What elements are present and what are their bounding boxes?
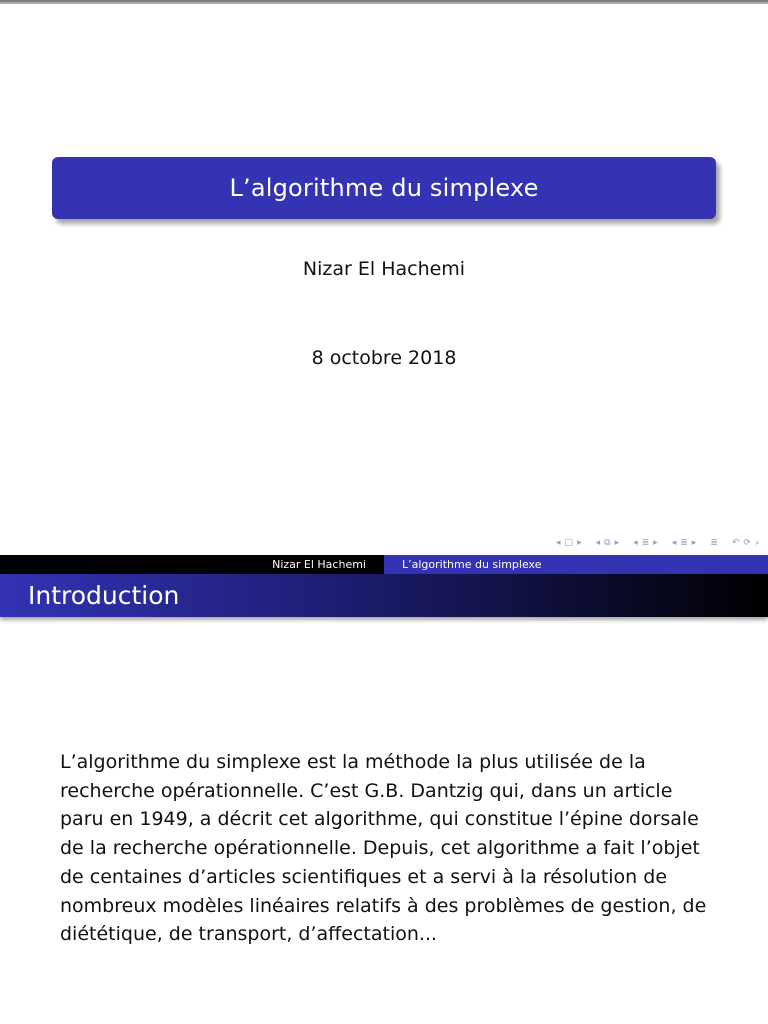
footline-author: Nizar El Hachemi: [272, 558, 366, 571]
introduction-paragraph: [60, 748, 720, 949]
paragraph-line: paru en 1949, a décrit cet algorithme, qui constitue l’épine dorsale: [60, 808, 699, 831]
nav-prev-frame-icon[interactable]: ◂: [595, 538, 601, 548]
paragraph-line: de la recherche opérationnelle. Depuis, cet algorithme a fait l’objet: [60, 837, 700, 860]
top-rule: [0, 0, 768, 4]
footline-author-box: [0, 555, 384, 574]
nav-prev-icon[interactable]: ◂: [556, 538, 561, 548]
frame-title: Introduction: [28, 581, 180, 610]
presentation-date: 8 octobre 2018: [311, 347, 457, 369]
nav-subsection-icon[interactable]: ≣: [641, 538, 650, 548]
title-box: [52, 157, 716, 219]
paragraph-line: diététique, de transport, d’affectation...: [60, 923, 438, 946]
nav-prev-subsection-icon[interactable]: ◂: [633, 538, 638, 548]
nav-slide-icon[interactable]: □: [564, 538, 574, 548]
footline: [0, 555, 768, 574]
frame-title-bar: [0, 574, 768, 617]
nav-prev-section-icon[interactable]: ◂: [671, 538, 677, 548]
presentation-title: L’algorithme du simplexe: [229, 174, 539, 202]
paragraph-line: recherche opérationnelle. C’est G.B. Dantzig qui, dans un article: [60, 779, 673, 802]
paragraph-line: nombreux modèles linéaires relatifs à des problèmes de gestion, de: [60, 894, 707, 917]
nav-section-icon[interactable]: ≣: [680, 538, 688, 548]
nav-back-icon[interactable]: ↶: [731, 538, 740, 548]
paragraph-line: de centaines d’articles scientifiques et a servi à la résolution de: [60, 865, 668, 888]
nav-next-frame-icon[interactable]: ▸: [614, 538, 620, 548]
footline-title-box: [384, 555, 768, 574]
paragraph-line: L’algorithme du simplexe est la méthode la plus utilisée de la: [60, 751, 646, 773]
nav-forward-icon[interactable]: ⟳: [743, 538, 751, 548]
nav-frame-icon[interactable]: ⧉: [604, 538, 611, 548]
navigation-symbols: [556, 536, 760, 550]
nav-next-subsection-icon[interactable]: ▸: [653, 538, 658, 548]
nav-next-icon[interactable]: ▸: [577, 538, 582, 548]
nav-search-icon[interactable]: ⌕: [754, 538, 760, 548]
nav-next-section-icon[interactable]: ▸: [691, 538, 697, 548]
author-name: Nizar El Hachemi: [302, 258, 466, 280]
nav-document-icon[interactable]: ≣: [710, 538, 718, 548]
footline-title: L’algorithme du simplexe: [402, 558, 542, 571]
